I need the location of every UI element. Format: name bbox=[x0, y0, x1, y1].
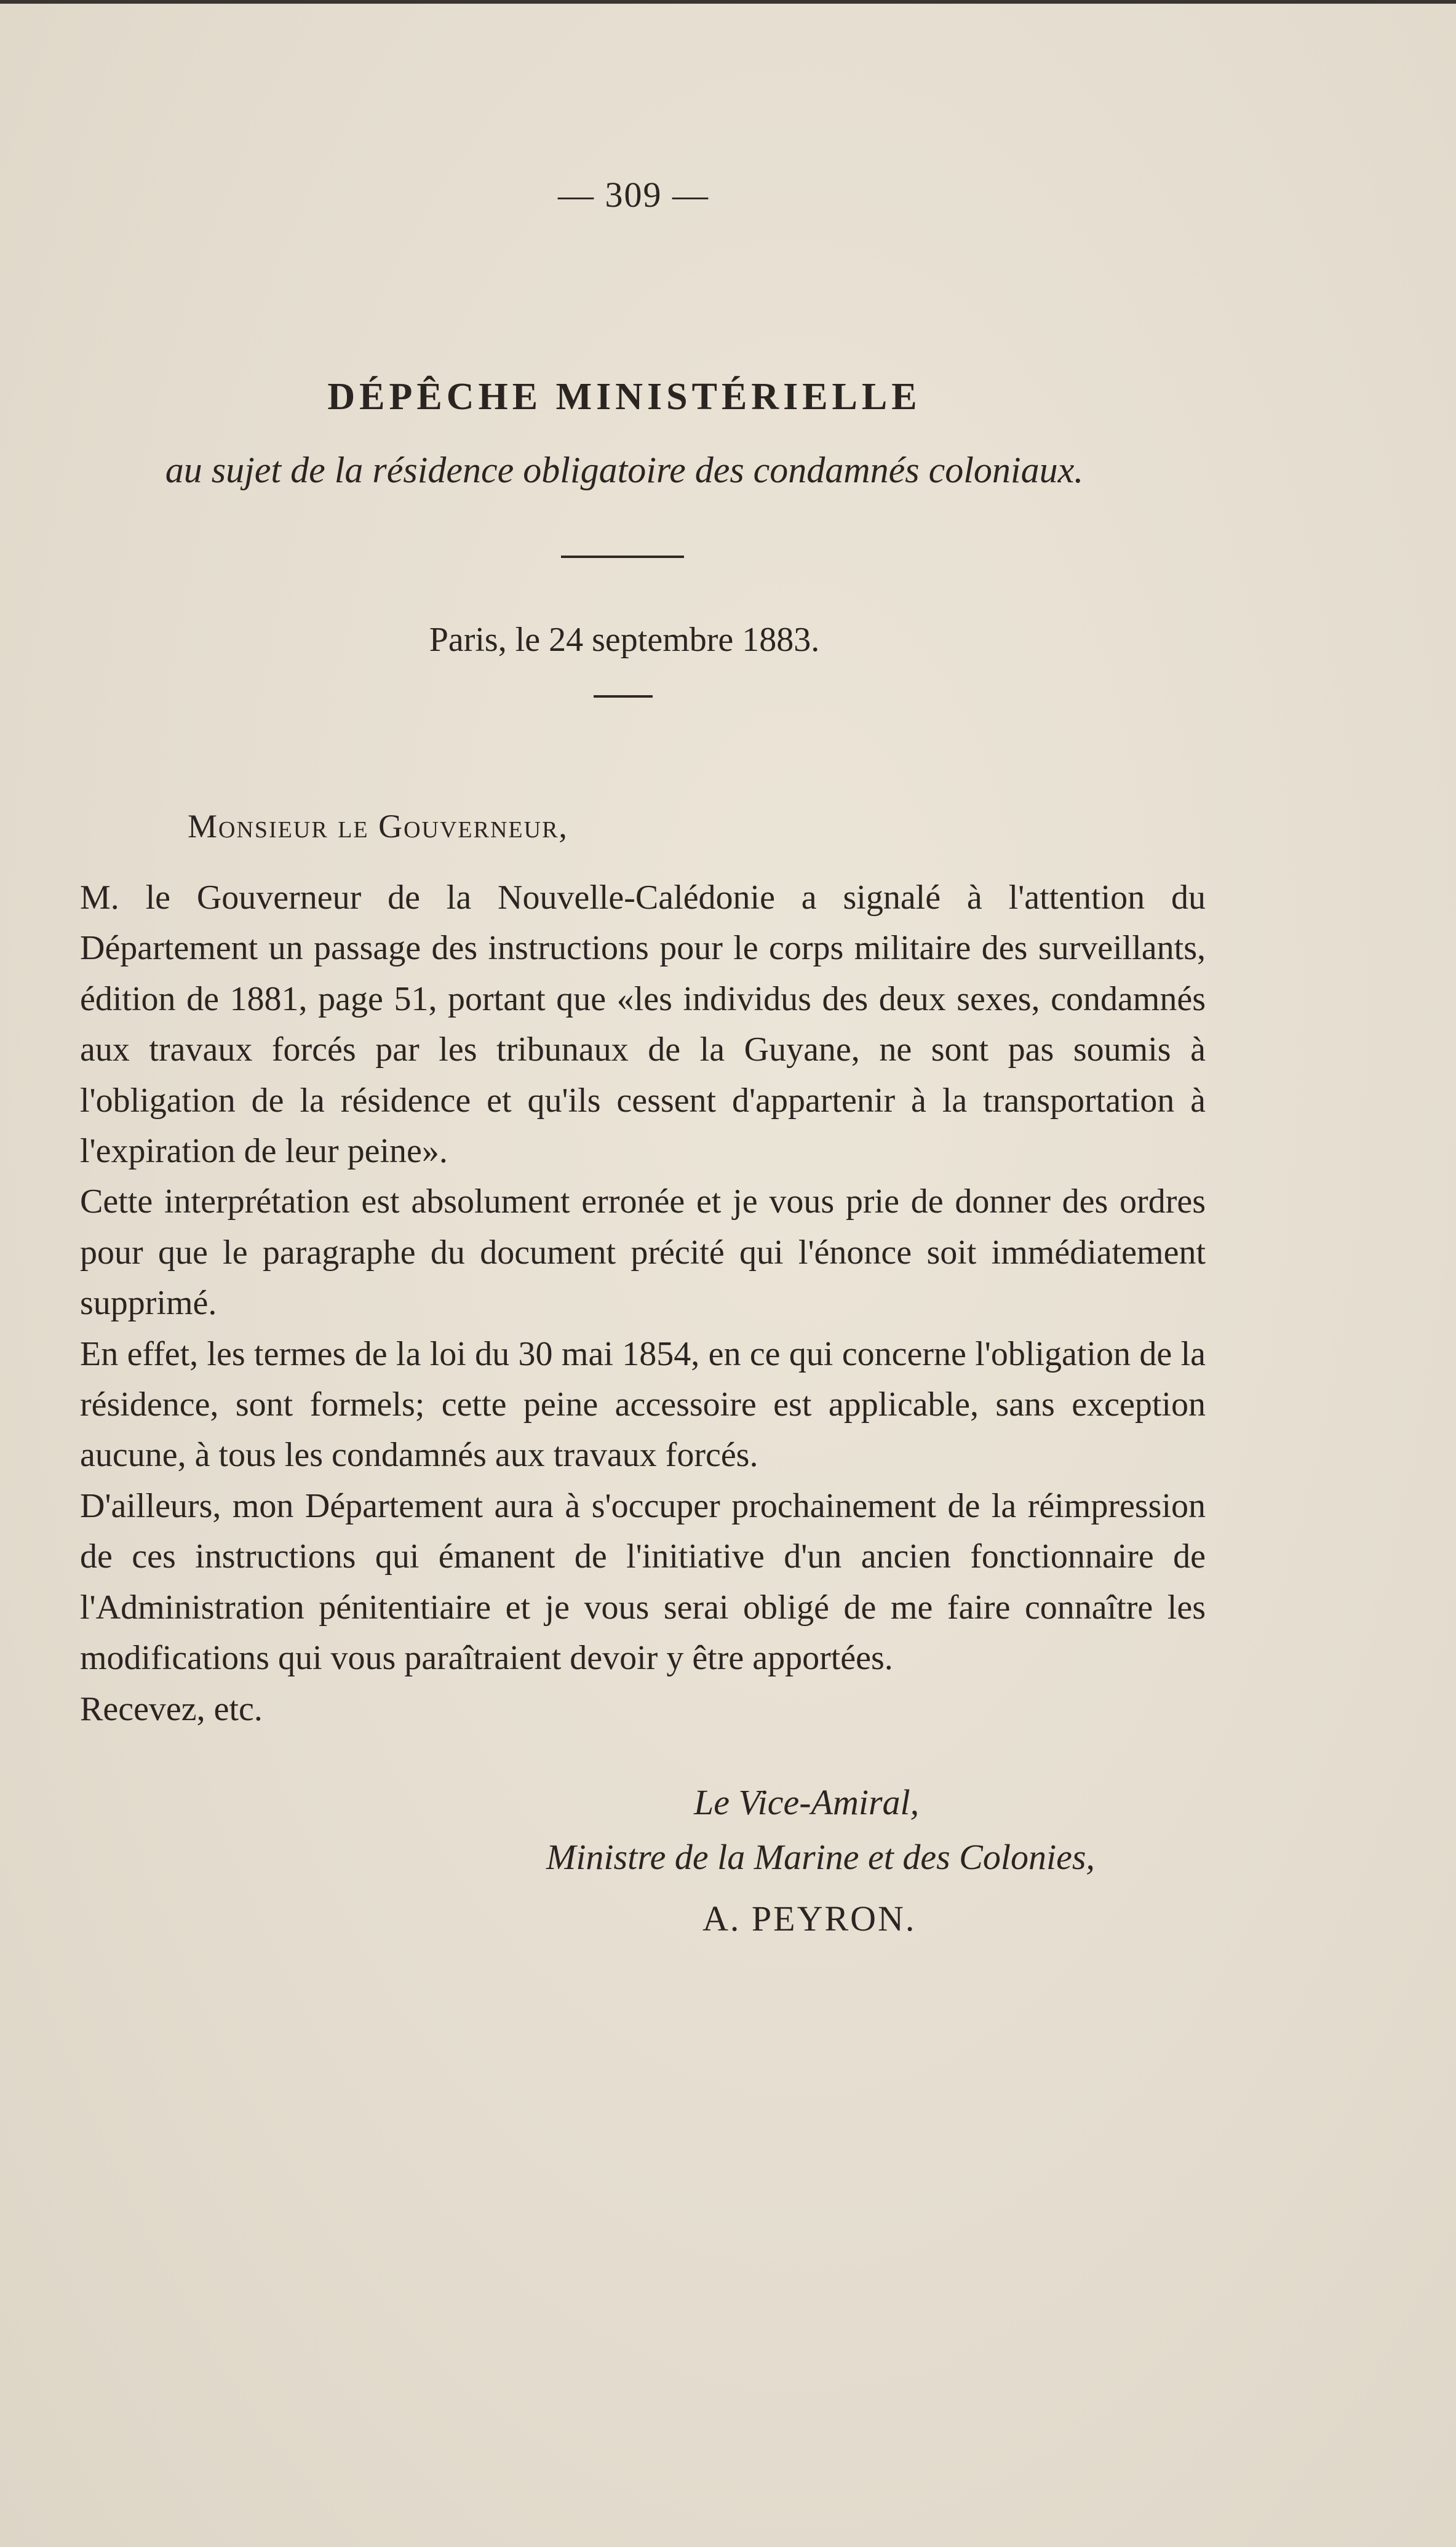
document-subtitle: au sujet de la résidence obligatoire des condamnés coloniaux. bbox=[165, 450, 1084, 490]
salutation: Monsieur le Gouverneur, bbox=[188, 808, 568, 845]
signature-name: A. PEYRON. bbox=[702, 1899, 917, 1939]
signature-role: Le Vice-Amiral, bbox=[694, 1782, 920, 1822]
document-title: DÉPÊCHE MINISTÉRIELLE bbox=[327, 376, 921, 418]
paragraph-3: En effet, les termes de la loi du 30 mai 1854, en ce qui concerne l'obligation de la résidence, sont formels; cette peine accessoire est applicable, sans exception aucune, à tous les condamnés aux travaux forcés. bbox=[80, 1334, 1206, 1475]
paragraph-4: D'ailleurs, mon Département aura à s'occuper prochainement de la réimpression de ces instructions qui émanent de l'initiative d'un ancien fonctionnaire de l'Administration pénitentiaire et je vous serai obligé de me faire connaître les modifications qui vous paraîtraient devoir y être apportées. bbox=[80, 1486, 1206, 1678]
signature-title: Ministre de la Marine et des Colonies, bbox=[546, 1837, 1095, 1877]
page-top-edge bbox=[0, 0, 1456, 4]
date-divider bbox=[594, 695, 653, 698]
dateline: Paris, le 24 septembre 1883. bbox=[429, 621, 820, 659]
title-divider bbox=[561, 556, 684, 558]
page-number: — 309 — bbox=[558, 175, 709, 215]
paragraph-1: M. le Gouverneur de la Nouvelle-Calédonie a signalé à l'attention du Département un passage des instructions pour le corps militaire des surveillants, édition de 1881, page 51, portant que «les individus des deux sexes, condamnés aux travaux forcés par les tribunaux de la Guyane, ne sont pas soumis à l'obligation de la résidence et qu'ils cessent d'appartenir à la transportation à l'expiration de leur peine». bbox=[80, 879, 1206, 1171]
letter-body bbox=[80, 872, 1206, 1734]
paragraph-5: Recevez, etc. bbox=[80, 1689, 263, 1728]
paragraph-2: Cette interprétation est absolument erronée et je vous prie de donner des ordres pour que le paragraphe du document précité qui l'énonce soit immédiatement supprimé. bbox=[80, 1182, 1206, 1323]
